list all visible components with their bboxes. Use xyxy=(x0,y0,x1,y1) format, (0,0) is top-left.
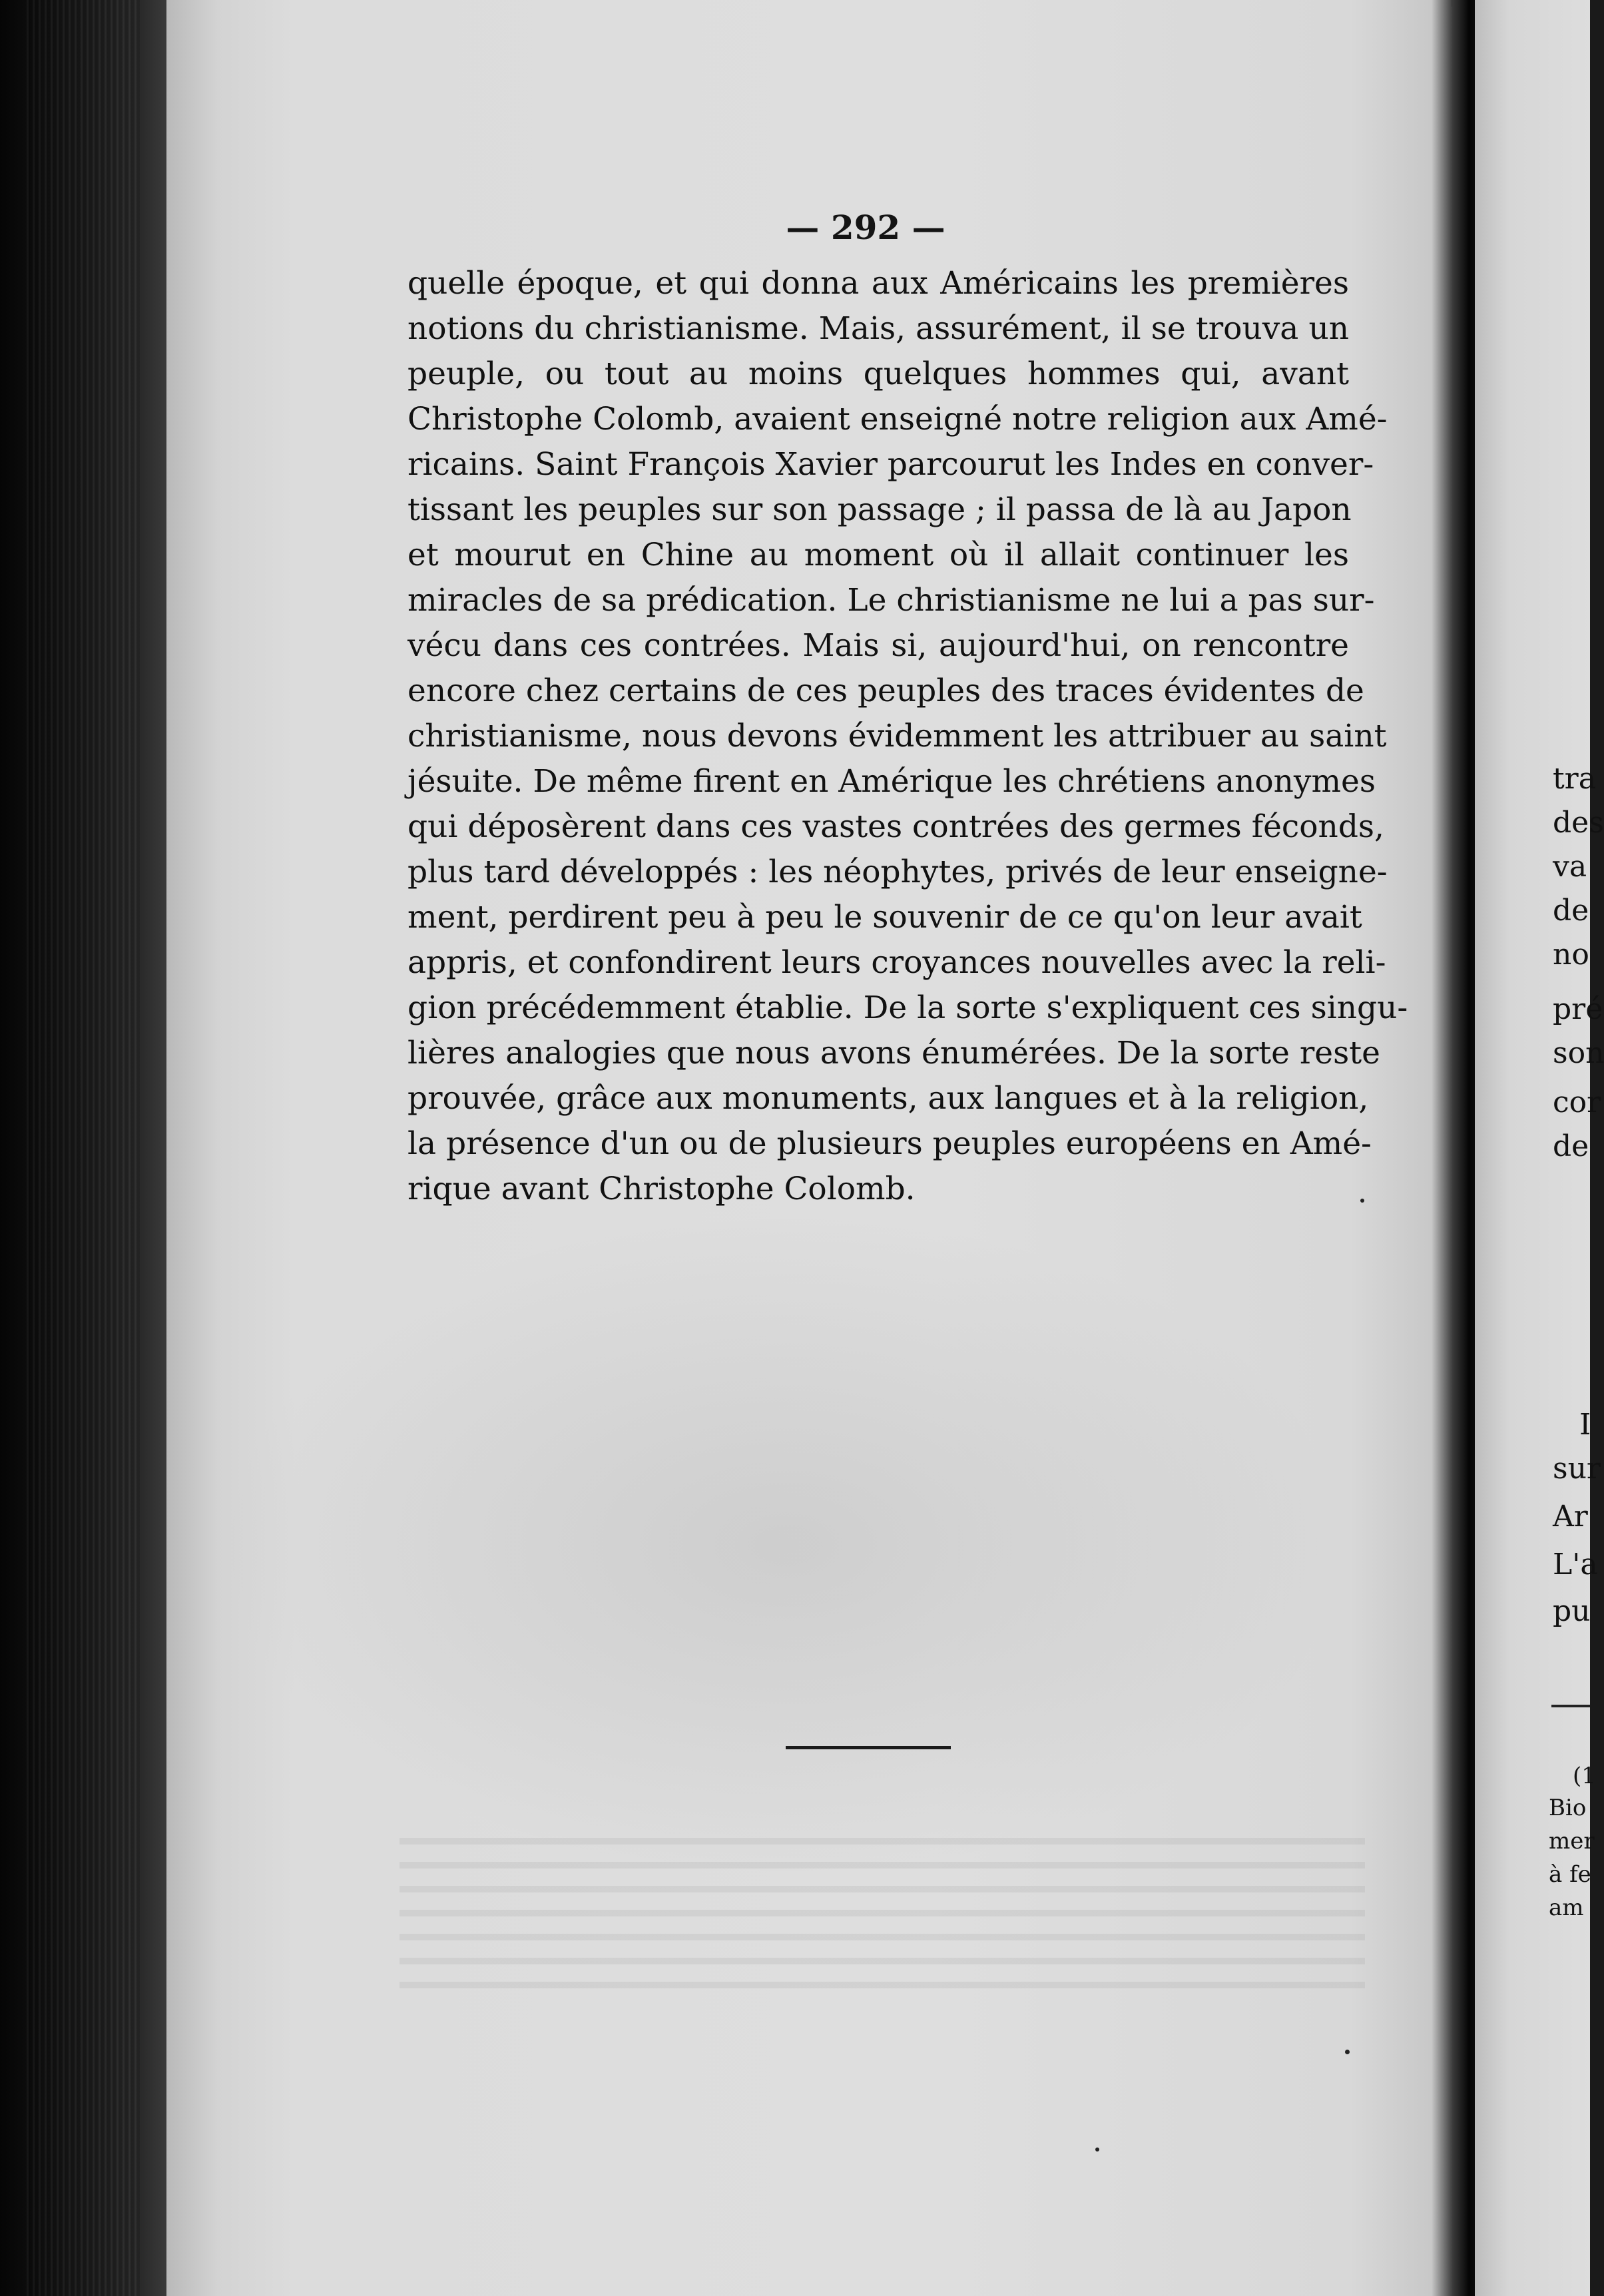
gutter-texture xyxy=(27,0,140,2296)
adjacent-page-fragment: tra xyxy=(1553,762,1596,796)
ink-speck xyxy=(1095,2148,1099,2152)
text-line: quelle époque, et qui donna aux Américains les premières xyxy=(407,265,1349,302)
adjacent-footnote-fragment: mer xyxy=(1549,1828,1595,1855)
adjacent-page-fragment: son xyxy=(1553,1036,1604,1070)
adjacent-page-fragment: L'a xyxy=(1553,1548,1598,1581)
text-line: christianisme, nous devons évidemment les attribuer au saint xyxy=(407,718,1387,754)
adjacent-page-fragment: Ar xyxy=(1553,1500,1588,1534)
adjacent-page-fragment: cor xyxy=(1553,1085,1601,1119)
left-binding-gutter xyxy=(0,0,166,2296)
adjacent-page-fragment: pu xyxy=(1553,1594,1591,1628)
show-through-bleed xyxy=(220,1212,1352,1878)
adjacent-footnote-fragment: Bio xyxy=(1549,1795,1587,1821)
adjacent-page-fragment: no xyxy=(1553,938,1589,972)
text-line: et mourut en Chine au moment où il allait continuer les xyxy=(407,537,1349,573)
page-number: — 292 — xyxy=(786,208,945,247)
text-line: lières analogies que nous avons énumérées. De la sorte reste xyxy=(407,1035,1380,1071)
ink-speck xyxy=(1360,1199,1364,1203)
adjacent-page-fragment: I xyxy=(1579,1408,1591,1442)
text-line: gion précédemment établie. De la sorte s'expliquent ces singu- xyxy=(407,990,1408,1026)
text-line: miracles de sa prédication. Le christianisme ne lui a pas sur- xyxy=(407,582,1375,619)
ink-speck xyxy=(1345,2050,1350,2054)
footnote-separator-rule xyxy=(786,1746,951,1749)
text-line: Christophe Colomb, avaient enseigné notre religion aux Amé- xyxy=(407,401,1388,437)
text-line: prouvée, grâce aux monuments, aux langues et à la religion, xyxy=(407,1080,1369,1117)
adjacent-page-fragment: va xyxy=(1553,850,1587,884)
adjacent-footnote-rule xyxy=(1551,1705,1590,1707)
text-line: qui déposèrent dans ces vastes contrées des germes féconds, xyxy=(407,808,1384,845)
text-line-last: rique avant Christophe Colomb. xyxy=(407,1171,916,1207)
text-line: ricains. Saint François Xavier parcourut les Indes en conver- xyxy=(407,446,1374,483)
text-line: vécu dans ces contrées. Mais si, aujourd'hui, on rencontre xyxy=(407,627,1349,664)
text-line: encore chez certains de ces peuples des traces évidentes de xyxy=(407,673,1364,709)
text-line: appris, et confondirent leurs croyances nouvelles avec la reli- xyxy=(407,944,1386,981)
adjacent-page-fragment: des xyxy=(1553,806,1604,840)
text-line: ment, perdirent peu à peu le souvenir de ce qu'on leur avait xyxy=(407,899,1362,936)
adjacent-page-fragment: de xyxy=(1553,894,1589,928)
adjacent-footnote-fragment: am xyxy=(1549,1894,1584,1921)
show-through-footnote-bleed xyxy=(400,1838,1365,1991)
text-line: plus tard développés : les néophytes, privés de leur enseigne- xyxy=(407,854,1388,890)
adjacent-footnote-fragment: (1 xyxy=(1573,1763,1596,1789)
text-line: notions du christianisme. Mais, assurément, il se trouva un xyxy=(407,310,1349,347)
text-line: peuple, ou tout au moins quelques hommes qui, avant xyxy=(407,356,1349,392)
text-line: la présence d'un ou de plusieurs peuples européens en Amé- xyxy=(407,1125,1372,1162)
body-text xyxy=(407,261,1408,1212)
text-line: tissant les peuples sur son passage ; il passa de là au Japon xyxy=(407,491,1352,528)
adjacent-footnote-fragment: à fe xyxy=(1549,1861,1591,1888)
text-line: jésuite. De même firent en Amérique les chrétiens anonymes xyxy=(407,763,1376,800)
adjacent-page-fragment: de xyxy=(1553,1129,1589,1163)
adjacent-page-fragment: sur xyxy=(1553,1452,1601,1486)
adjacent-page-fragment: pré xyxy=(1553,992,1603,1026)
